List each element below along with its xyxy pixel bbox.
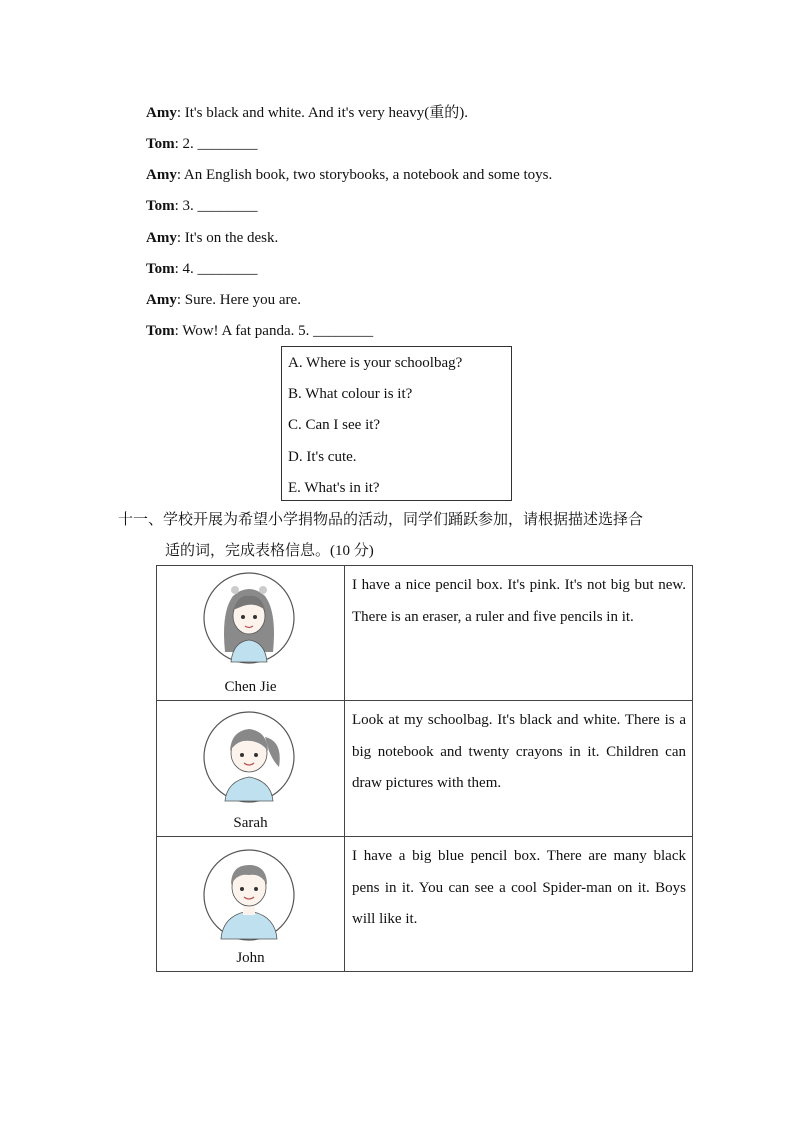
line-text: : It's on the desk. xyxy=(176,230,279,246)
person-description: I have a big blue pencil box. There are many black pens in it. You can see a cool Spider-man on it. Boys will like it. xyxy=(345,837,693,972)
line-text: : An English book, two storybooks, a notebook and some toys. xyxy=(176,167,553,183)
option-d: D. It's cute. xyxy=(288,449,357,465)
speaker: Tom xyxy=(146,323,175,339)
option-b: B. What colour is it? xyxy=(288,386,413,402)
option-c: C. Can I see it? xyxy=(288,417,381,433)
person-cell xyxy=(157,701,345,837)
speaker: Amy xyxy=(146,167,177,183)
section-heading: 十一、学校开展为希望小学捐物品的活动，同学们踊跃参加，请根据描述选择合 xyxy=(118,512,644,528)
dialogue-line xyxy=(146,290,301,310)
line-text: : 4. ________ xyxy=(174,261,258,277)
line-text: : It's black and white. And it's very heavy(重的). xyxy=(176,105,469,121)
dialogue-line xyxy=(146,103,468,123)
dialogue-line xyxy=(146,196,258,216)
dialogue-line xyxy=(146,134,258,154)
speaker: Tom xyxy=(146,198,175,214)
section-heading-cont: 适的词，完成表格信息。(10 分) xyxy=(165,543,374,559)
girl-ponytail-avatar-icon xyxy=(203,711,295,803)
person-name: Sarah xyxy=(233,815,268,831)
person-name: Chen Jie xyxy=(224,679,277,695)
line-text: : 3. ________ xyxy=(174,198,258,214)
speaker: Tom xyxy=(146,136,175,152)
dialogue-line xyxy=(146,321,373,341)
dialogue-line xyxy=(146,259,258,279)
person-description: Look at my schoolbag. It's black and white. There is a big notebook and twenty crayons in it. Children can draw pictures with them. xyxy=(345,701,693,837)
speaker: Amy xyxy=(146,292,177,308)
person-cell xyxy=(157,566,345,701)
speaker: Amy xyxy=(146,105,177,121)
table-row xyxy=(157,701,693,837)
person-description: I have a nice pencil box. It's pink. It's not big but new. There is an eraser, a ruler and five pencils in it. xyxy=(345,566,693,701)
options-box xyxy=(281,346,512,501)
option-e: E. What's in it? xyxy=(288,480,380,496)
line-text: : Wow! A fat panda. 5. ________ xyxy=(174,323,374,339)
boy-avatar-icon xyxy=(203,849,295,941)
line-text: : 2. ________ xyxy=(174,136,258,152)
donation-table xyxy=(156,565,693,972)
person-cell xyxy=(157,837,345,972)
option-a: A. Where is your schoolbag? xyxy=(288,355,463,371)
table-row xyxy=(157,566,693,701)
dialogue-line xyxy=(146,165,552,185)
speaker: Amy xyxy=(146,230,177,246)
girl-long-hair-avatar-icon xyxy=(203,572,295,664)
dialogue-line xyxy=(146,228,278,248)
person-name: John xyxy=(236,950,265,966)
line-text: : Sure. Here you are. xyxy=(176,292,301,308)
table-row xyxy=(157,837,693,972)
speaker: Tom xyxy=(146,261,175,277)
